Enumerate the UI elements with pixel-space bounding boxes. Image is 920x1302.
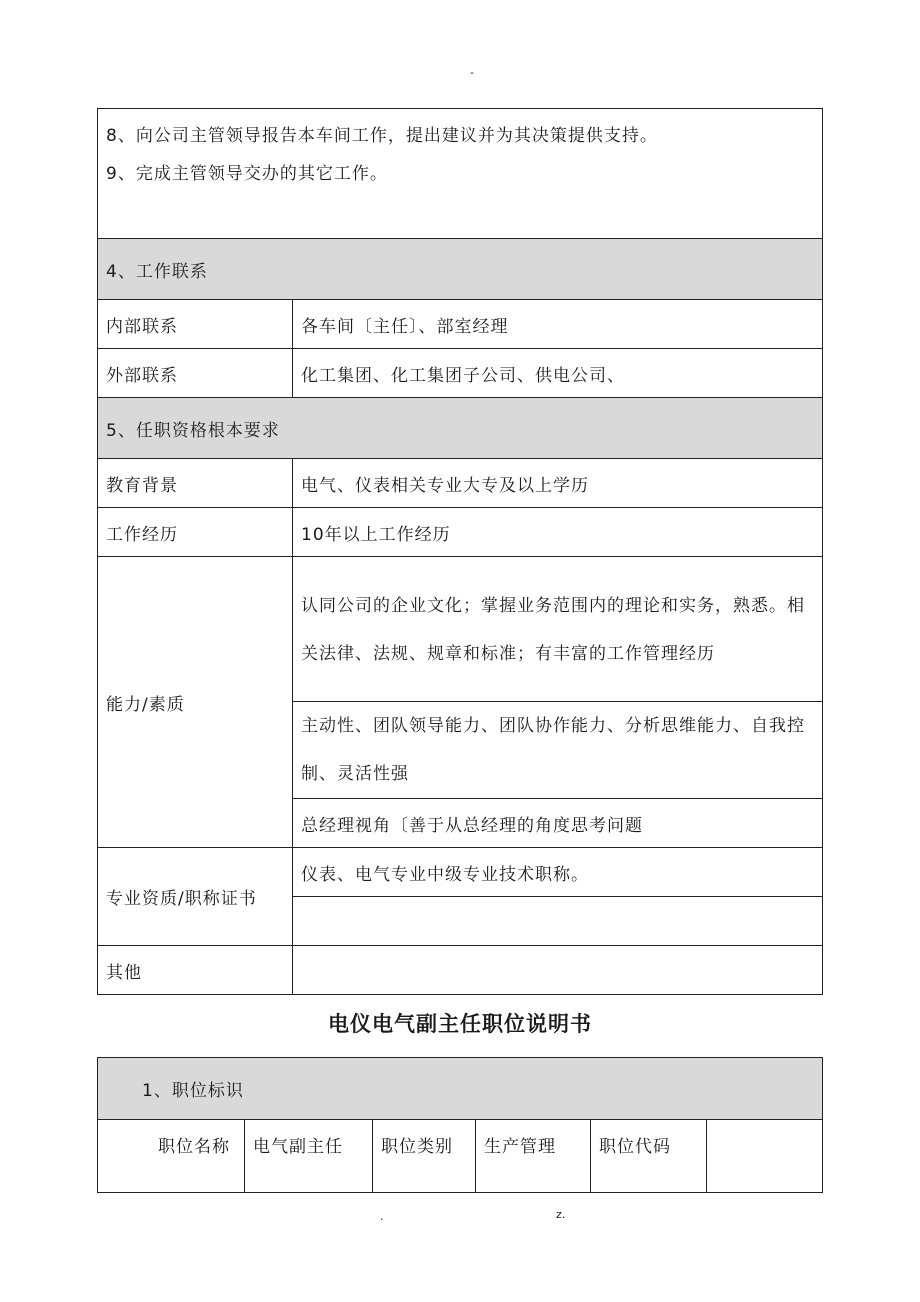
position-info-row bbox=[98, 1120, 823, 1193]
experience-row bbox=[98, 508, 823, 557]
position-category-value: 生产管理 bbox=[476, 1120, 591, 1193]
position-name-value: 电气副主任 bbox=[245, 1120, 373, 1193]
section-heading-contacts: 4、工作联系 bbox=[98, 239, 823, 300]
duties-row bbox=[98, 109, 823, 239]
other-row bbox=[98, 946, 823, 995]
cert-row-1 bbox=[98, 848, 823, 897]
education-label: 教育背景 bbox=[98, 459, 293, 508]
footer-right-mark: z. bbox=[556, 1208, 566, 1221]
external-contact-row bbox=[98, 349, 823, 398]
internal-contact-row bbox=[98, 300, 823, 349]
contacts-heading-row bbox=[98, 239, 823, 300]
qualifications-heading-row bbox=[98, 398, 823, 459]
duties-cell bbox=[98, 109, 823, 239]
ability-value-2: 主动性、团队领导能力、团队协作能力、分析思维能力、自我控制、灵活性强 bbox=[293, 702, 823, 799]
duty-item-9: 9、完成主管领导交办的其它工作。 bbox=[106, 164, 388, 184]
position-category-label: 职位类别 bbox=[373, 1120, 476, 1193]
header-mark: - bbox=[470, 66, 474, 79]
cert-label: 专业资质/职称证书 bbox=[98, 848, 293, 946]
cert-value-2 bbox=[293, 897, 823, 946]
other-label: 其他 bbox=[98, 946, 293, 995]
internal-contact-label: 内部联系 bbox=[98, 300, 293, 349]
education-row bbox=[98, 459, 823, 508]
ability-value-1: 认同公司的企业文化；掌握业务范围内的理论和实务，熟悉。相关法律、法规、规章和标准；有丰富的工作管理经历 bbox=[293, 557, 823, 702]
position-heading-row bbox=[98, 1058, 823, 1120]
other-value bbox=[293, 946, 823, 995]
experience-label: 工作经历 bbox=[98, 508, 293, 557]
position-code-value bbox=[707, 1120, 823, 1193]
duty-item-8: 8、向公司主管领导报告本车间工作，提出建议并为其决策提供支持。 bbox=[106, 126, 658, 146]
ability-row-1 bbox=[98, 557, 823, 702]
job-requirements-table bbox=[97, 108, 823, 995]
ability-value-3: 总经理视角〔善于从总经理的角度思考问题 bbox=[293, 799, 823, 848]
external-contact-label: 外部联系 bbox=[98, 349, 293, 398]
cert-value-1: 仪表、电气专业中级专业技术职称。 bbox=[293, 848, 823, 897]
internal-contact-value: 各车间〔主任〕、部室经理 bbox=[293, 300, 823, 349]
position-name-label: 职位名称 bbox=[98, 1120, 245, 1193]
section-heading-qualifications: 5、任职资格根本要求 bbox=[98, 398, 823, 459]
position-code-label: 职位代码 bbox=[591, 1120, 707, 1193]
experience-value: 10年以上工作经历 bbox=[293, 508, 823, 557]
document-title: 电仪电气副主任职位说明书 bbox=[328, 1012, 592, 1036]
footer-left-mark: . bbox=[380, 1210, 384, 1223]
position-identity-table bbox=[97, 1057, 823, 1193]
education-value: 电气、仪表相关专业大专及以上学历 bbox=[293, 459, 823, 508]
ability-label: 能力/素质 bbox=[98, 557, 293, 848]
section-heading-position: 1、职位标识 bbox=[98, 1058, 823, 1120]
external-contact-value: 化工集团、化工集团子公司、供电公司、 bbox=[293, 349, 823, 398]
